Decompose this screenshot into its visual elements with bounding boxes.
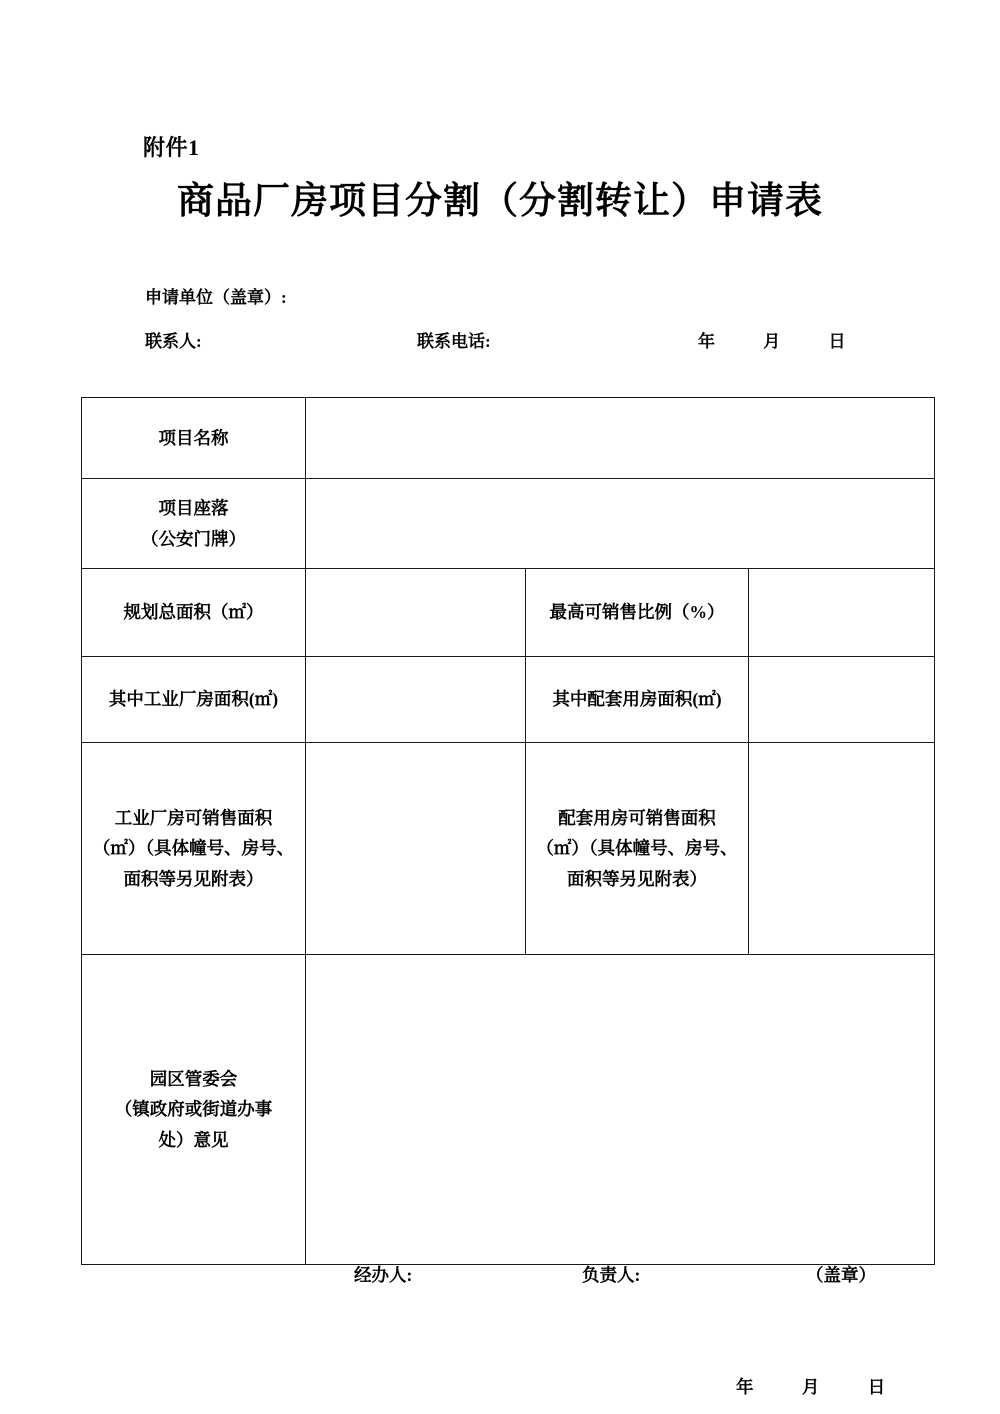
committee-opinion-date-placeholder: 年 月 日 — [736, 1376, 908, 1397]
table-row-committee-opinion — [82, 955, 935, 1265]
contact-phone-label: 联系电话: — [417, 332, 491, 351]
industrial-plant-sellable-area-label — [82, 743, 306, 955]
committee-opinion-label-line2: （镇政府或街道办事 — [114, 1099, 273, 1120]
supporting-housing-sellable-area-value[interactable] — [749, 743, 935, 955]
committee-opinion-label-line1: 园区管委会 — [149, 1068, 238, 1089]
committee-opinion-label — [82, 955, 306, 1265]
table-row-project-location — [82, 479, 935, 569]
applicant-unit-label: 申请单位（盖章）: — [145, 288, 287, 307]
project-location-label-line2: （公安门牌） — [141, 528, 246, 549]
committee-opinion-value[interactable] — [306, 955, 935, 1397]
supporting-housing-area-label: 其中配套用房面积(㎡) — [526, 657, 749, 743]
project-name-label: 项目名称 — [82, 398, 306, 479]
table-row-sellable-areas — [82, 743, 935, 955]
industrial-plant-area-value[interactable] — [306, 657, 526, 743]
project-location-label-line1: 项目座落 — [158, 497, 229, 518]
supporting-housing-area-value[interactable] — [749, 657, 935, 743]
industrial-plant-sellable-area-value[interactable] — [306, 743, 526, 955]
total-planned-area-label: 规划总面积（㎡） — [82, 569, 306, 657]
handler-label: 经办人: — [354, 1264, 413, 1285]
attachment-label: 附件1 — [143, 135, 200, 160]
table-row-project-name — [82, 398, 935, 479]
max-sellable-ratio-label: 最高可销售比例（%） — [526, 569, 749, 657]
industrial-plant-sellable-area-label-line3: 面积等另见附表） — [123, 868, 264, 889]
page-title: 商品厂房项目分割（分割转让）申请表 — [177, 181, 823, 222]
project-name-value[interactable] — [306, 398, 935, 479]
table-row-total-planned-area — [82, 569, 935, 657]
seal-label: （盖章） — [806, 1264, 876, 1285]
total-planned-area-value[interactable] — [306, 569, 526, 657]
supporting-housing-sellable-area-label — [526, 743, 749, 955]
industrial-plant-sellable-area-label-line1: 工业厂房可销售面积 — [114, 807, 273, 828]
committee-opinion-label-line3: 处）意见 — [158, 1129, 229, 1150]
supporting-housing-sellable-area-label-line1: 配套用房可销售面积 — [558, 807, 716, 828]
industrial-plant-area-label: 其中工业厂房面积(㎡) — [82, 657, 306, 743]
max-sellable-ratio-value[interactable] — [749, 569, 935, 657]
application-form-table — [81, 397, 935, 1397]
industrial-plant-sellable-area-label-line2: （㎡）（具体幢号、房号、 — [92, 838, 295, 859]
project-location-value[interactable] — [306, 479, 935, 569]
table-row-component-areas — [82, 657, 935, 743]
supporting-housing-sellable-area-label-line3: 面积等另见附表） — [567, 868, 707, 889]
contact-person-label: 联系人: — [145, 332, 202, 351]
supporting-housing-sellable-area-label-line2: （㎡）（具体幢号、房号、 — [536, 838, 738, 859]
project-location-label — [82, 479, 306, 569]
submission-date-placeholder: 年 月 日 — [698, 332, 868, 351]
leader-label: 负责人: — [582, 1264, 641, 1285]
